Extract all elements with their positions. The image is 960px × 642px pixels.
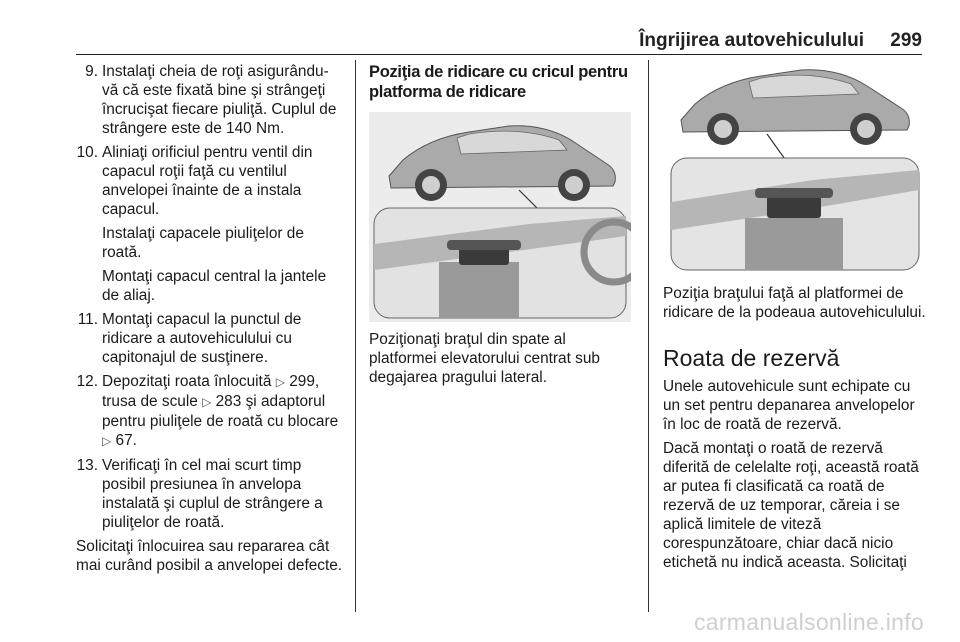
column-lift-rear (369, 62, 633, 387)
car-illustration (663, 62, 927, 276)
step-item (76, 62, 344, 138)
step-text: Instalaţi cheia de roţi asigurându-vă că este fixată bine şi strângeţi încrucişat fiecare piuliţă. Cuplul de strângere este de 140 Nm. (102, 63, 337, 137)
page-reference-link[interactable]: 67 (115, 432, 133, 449)
page-header-title: Îngrijirea autovehiculului (639, 30, 864, 51)
car-illustration (369, 112, 631, 322)
section-heading: Roata de rezervă (663, 345, 840, 371)
step-text: . (132, 432, 137, 449)
page-reference-icon: ▷ (275, 375, 285, 389)
step-number: 10. (76, 144, 98, 161)
column-divider-left (355, 60, 356, 612)
column-divider-right (648, 60, 649, 612)
step-text: Montaţi capacul la punctul de ridicare a autovehiculului cu capitonajul de susţinere. (102, 311, 302, 366)
step-text: Depozitaţi roata înlocuită (102, 373, 272, 390)
closing-paragraph: Solicitaţi înlocuirea sau repararea cât mai curând posibil a anvelopei defecte. (76, 538, 343, 574)
step-number: 9. (85, 63, 98, 80)
page-reference-icon: ▷ (202, 395, 212, 409)
column-instructions (76, 62, 344, 580)
step-number: 12. (76, 373, 98, 390)
step-item (76, 143, 344, 219)
page-number: 299 (890, 30, 922, 51)
step-subparagraph: Montaţi capacul central la jantele de aliaj. (102, 268, 327, 304)
section-heading: Poziţia de ridicare cu cricul pentru platforma de ridicare (369, 63, 628, 101)
page-reference-icon: ▷ (102, 434, 112, 448)
step-text: , trusa de scule (102, 373, 320, 410)
header-rule (76, 54, 922, 55)
page-reference-link[interactable]: 283 (215, 393, 242, 410)
step-number: 13. (76, 457, 98, 474)
figure-caption: Poziţia braţului faţă al platformei de ridicare de la podeaua autovehiculului. (663, 285, 926, 321)
page-reference-link[interactable]: 299 (289, 373, 315, 390)
body-paragraph: Dacă montaţi o roată de rezervă diferită de celelalte roţi, această roată ar putea fi clasificată ca roată de rezervă de uz temporar, căreia i se aplică limitele de viteză corespunzătoare, chiar dacă nicio etichetă nu indică aceasta. Solicitaţi (663, 440, 919, 571)
step-subparagraph: Instalaţi capacele piuliţelor de roată. (102, 225, 304, 261)
step-text: Aliniaţi orificiul pentru ventil din capacul roţii faţă cu ventilul anvelopei înainte de a instala capacul. (102, 144, 313, 218)
step-item (76, 310, 344, 367)
figure-caption: Poziţionaţi braţul din spate al platformei elevatorului centrat sub degajarea pragului lateral. (369, 331, 600, 386)
step-item (76, 372, 344, 451)
column-lift-front (663, 62, 927, 577)
watermark: carmanualsonline.info (693, 609, 924, 635)
body-paragraph: Unele autovehicule sunt echipate cu un set pentru depanarea anvelopelor în loc de roată de rezervă. (663, 378, 915, 433)
step-number: 11. (77, 311, 98, 328)
step-text: şi adaptorul pentru piuliţele de roată cu blocare (102, 393, 339, 430)
step-item (76, 456, 344, 532)
step-text: Verificaţi în cel mai scurt timp posibil presiunea în anvelopa instalată şi cuplul de strângere a piuliţelor de roată. (102, 457, 323, 531)
